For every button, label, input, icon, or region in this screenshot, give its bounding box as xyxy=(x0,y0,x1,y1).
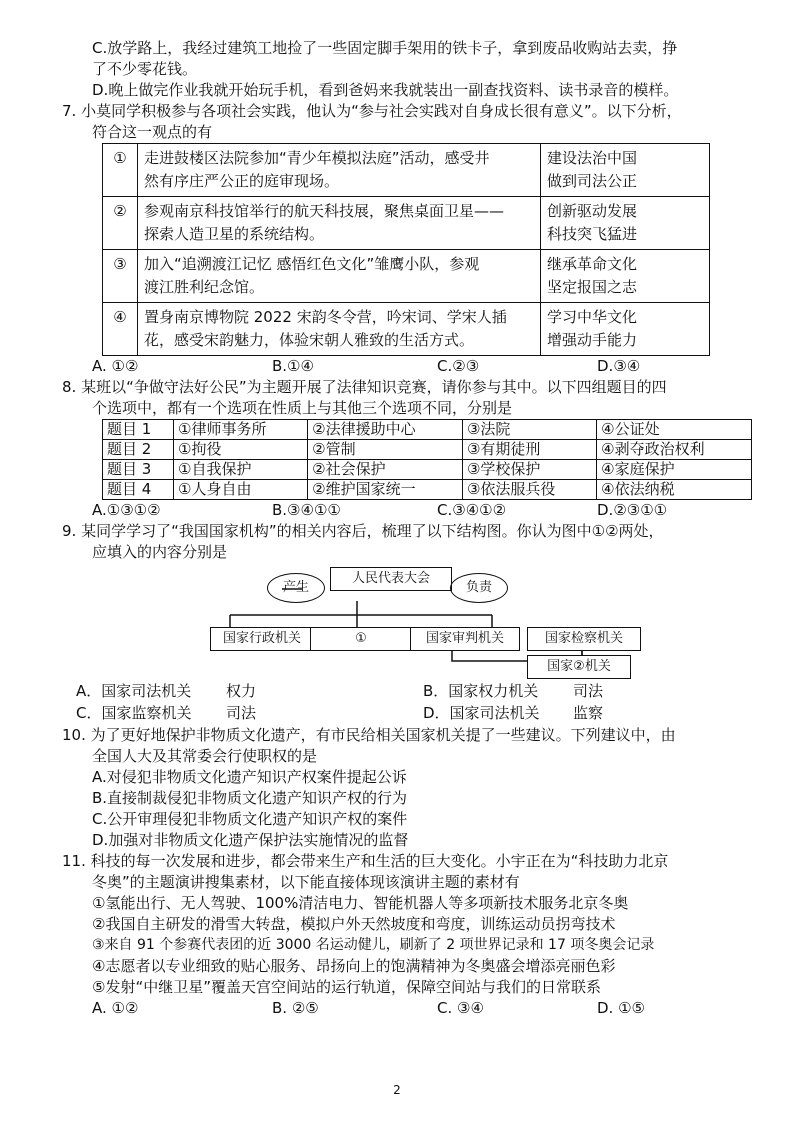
q9-option-d-label: D．国家司法机关 xyxy=(423,704,540,722)
q8-row xyxy=(103,480,752,500)
q10-option-b: B.直接制裁侵犯非物质文化遗产知识产权的行为 xyxy=(92,789,408,807)
q8-row xyxy=(103,460,752,480)
q11-stem-line1: 11. 科技的每一次发展和进步，都会带来生产和生活的巨大变化。小宇正在为“科技助力北京 xyxy=(62,852,669,870)
q8-row-cell: ②维护国家统一 xyxy=(308,480,463,500)
q7-row-activity xyxy=(138,197,541,250)
q8-row-cell: ④家庭保护 xyxy=(597,460,752,480)
q10-stem-line1: 10. 为了更好地保护非物质文化遗产，有市民给相关国家机关提了一些建议。下列建议中，由 xyxy=(62,726,676,744)
q8-row-cell: ②管制 xyxy=(308,440,463,460)
q11-statement-5: ⑤发射“中继卫星”覆盖天宫空间站的运行轨道，保障空间站与我们的日常联系 xyxy=(92,978,601,996)
q8-row-cell: ①拘役 xyxy=(174,440,308,460)
q8-option-d: D.②③①① xyxy=(597,501,668,519)
q11-option-d: D. ①⑤ xyxy=(597,999,645,1017)
q7-option-a: A. ①② xyxy=(92,357,139,375)
q11-option-c: C. ③④ xyxy=(437,999,484,1017)
q9-option-a-label: A．国家司法机关 xyxy=(76,682,192,700)
q8-row-cell: ④剥夺政治权利 xyxy=(597,440,752,460)
q7-row-meaning-line1: 创新驱动发展 xyxy=(547,202,638,220)
q11-statement-1: ①氢能出行、无人驾驶、100%清洁电力、智能机器人等多项新技术服务北京冬奥 xyxy=(92,894,629,912)
q8-row-cell: ④依法纳税 xyxy=(597,480,752,500)
q7-table xyxy=(102,143,710,356)
produce-oval: 产生 xyxy=(267,573,325,603)
q8-row-cell: ③法院 xyxy=(462,420,596,440)
q7-row-meaning-line1: 继承革命文化 xyxy=(547,255,638,273)
q7-row-activity-line1: 置身南京博物院 2022 宋韵冬令营，吟宋词、学宋人插 xyxy=(144,308,507,326)
administrative-organ-box: 国家行政机关 xyxy=(210,627,314,651)
q9-options-row1 xyxy=(62,681,752,703)
q8-row-header: 题目 4 xyxy=(103,480,174,500)
q8-row-cell: ②社会保护 xyxy=(308,460,463,480)
q11-options xyxy=(62,998,752,1019)
q9-option-b-label: B．国家权力机关 xyxy=(423,682,539,700)
q10-stem-line2: 全国人大及其常委会行使职权的是 xyxy=(92,747,318,765)
q7-row-activity-line2: 然有序庄严公正的庭审现场。 xyxy=(144,172,340,190)
q7-option-d: D.③④ xyxy=(597,357,641,375)
q7-row-activity-line1: 加入“追溯渡江记忆 感悟红色文化”雏鹰小队，参观 xyxy=(144,255,480,273)
blank-2-organ-box: 国家②机关 xyxy=(527,655,631,679)
q7-row-activity-line1: 走进鼓楼区法院参加“青少年模拟法庭”活动，感受井 xyxy=(144,149,490,167)
q8-stem-line2: 个选项中，都有一个选项在性质上与其他三个选项不同，分别是 xyxy=(92,399,513,417)
procuratorial-organ-box: 国家检察机关 xyxy=(527,627,641,651)
q8-row-cell: ①人身自由 xyxy=(174,480,308,500)
q7-row xyxy=(103,303,710,356)
q10-option-c: C.公开审理侵犯非物质文化遗产知识产权的案件 xyxy=(92,810,408,828)
q9-stem-line1: 9. 某同学学习了“我国国家机构”的相关内容后，梳理了以下结构图。你认为图中①②两处， xyxy=(62,522,664,540)
q6-option-c-line1: C.放学路上，我经过建筑工地捡了一些固定脚手架用的铁卡子，拿到废品收购站去卖，挣 xyxy=(92,39,678,57)
q7-row-number: ③ xyxy=(103,250,138,303)
q7-row-meaning-line2: 增强动手能力 xyxy=(547,331,638,349)
q7-row-meaning xyxy=(541,144,710,197)
q7-row-activity-line2: 花，感受宋韵魅力，体验宋朝人雅致的生活方式。 xyxy=(144,331,475,349)
blank-1-box: ① xyxy=(310,627,412,651)
q9-stem-line2: 应填入的内容分别是 xyxy=(92,543,228,561)
q9-option-d-value: 监察 xyxy=(573,704,604,722)
q11-stem-line2: 冬奥”的主题演讲搜集素材，以下能直接体现该演讲主题的素材有 xyxy=(92,873,520,891)
q8-options xyxy=(62,500,752,521)
q10-option-d: D.加强对非物质文化遗产保护法实施情况的监督 xyxy=(92,831,409,849)
q7-row-meaning xyxy=(541,197,710,250)
q7-row-meaning xyxy=(541,303,710,356)
q11-option-a: A. ①② xyxy=(92,999,139,1017)
q11-statement-2: ②我国自主研发的滑雪大转盘，模拟户外天然坡度和弯度，训练运动员拐弯技术 xyxy=(92,915,616,933)
q7-row-number: ② xyxy=(103,197,138,250)
q7-row-activity xyxy=(138,303,541,356)
q7-row-number: ④ xyxy=(103,303,138,356)
q7-option-c: C.②③ xyxy=(437,357,480,375)
q7-row-activity xyxy=(138,250,541,303)
q7-row xyxy=(103,144,710,197)
q8-row xyxy=(103,440,752,460)
q8-row-cell: ③依法服兵役 xyxy=(462,480,596,500)
q8-option-b: B.③④①① xyxy=(272,501,341,519)
q8-row-cell: ④公证处 xyxy=(597,420,752,440)
q8-row-header: 题目 3 xyxy=(103,460,174,480)
q7-stem-line2: 符合这一观点的有 xyxy=(92,123,213,141)
q10-option-a: A.对侵犯非物质文化遗产知识产权案件提起公诉 xyxy=(92,768,407,786)
q8-row-cell: ①自我保护 xyxy=(174,460,308,480)
q8-row-cell: ③有期徒刑 xyxy=(462,440,596,460)
q8-row xyxy=(103,420,752,440)
q9-option-c-value: 司法 xyxy=(226,704,257,722)
q9-option-a-value: 权力 xyxy=(226,682,257,700)
q8-row-header: 题目 2 xyxy=(103,440,174,460)
q8-row-cell: ①律师事务所 xyxy=(174,420,308,440)
q7-stem-line1: 7. 小莫同学积极参与各项社会实践，他认为“参与社会实践对自身成长很有意义”。以下分析， xyxy=(62,102,682,120)
q7-row-activity-line2: 探索人造卫星的系统结构。 xyxy=(144,225,325,243)
q7-row-meaning-line2: 科技突飞猛进 xyxy=(547,225,638,243)
q7-option-b: B.①④ xyxy=(272,357,314,375)
judicial-organ-box: 国家审判机关 xyxy=(410,627,520,651)
q11-statement-3: ③来自 91 个参赛代表团的近 3000 名运动健儿，刷新了 2 项世界记录和 17 项冬奥会记录 xyxy=(92,937,655,953)
q8-option-c: C.③④①② xyxy=(437,501,507,519)
exam-page xyxy=(62,38,752,1019)
q7-row xyxy=(103,197,710,250)
q7-row-meaning-line1: 建设法治中国 xyxy=(547,149,638,167)
q11-option-b: B. ②⑤ xyxy=(272,999,319,1017)
q9-structure-diagram xyxy=(62,563,752,681)
q8-row-cell: ③学校保护 xyxy=(462,460,596,480)
q7-row-activity-line2: 渡江胜利纪念馆。 xyxy=(144,278,265,296)
q9-option-c-label: C．国家监察机关 xyxy=(76,704,192,722)
q7-row-number: ① xyxy=(103,144,138,197)
q6-option-d: D.晚上做完作业我就开始玩手机，看到爸妈来我就装出一副查找资料、读书录音的模样。 xyxy=(92,81,679,99)
q7-row-meaning-line1: 学习中华文化 xyxy=(547,308,638,326)
q7-row-meaning xyxy=(541,250,710,303)
peoples-congress-box: 人民代表大会 xyxy=(330,567,452,591)
q7-row xyxy=(103,250,710,303)
q7-row-meaning-line2: 做到司法公正 xyxy=(547,172,638,190)
q7-row-activity-line1: 参观南京科技馆举行的航天科技展，聚焦桌面卫星—— xyxy=(144,202,505,220)
q8-option-a: A.①③①② xyxy=(92,501,161,519)
q9-option-b-value: 司法 xyxy=(573,682,604,700)
page-number: 2 xyxy=(393,1083,401,1097)
q8-stem-line1: 8. 某班以“争做守法好公民”为主题开展了法律知识竞赛，请你参与其中。以下四组题目的四 xyxy=(62,378,667,396)
q6-option-c-line2: 了不少零花钱。 xyxy=(92,60,198,78)
q11-statement-4: ④志愿者以专业细致的贴心服务、昂扬向上的饱满精神为冬奥盛会增添亮丽色彩 xyxy=(92,957,616,975)
q7-row-meaning-line2: 坚定报国之志 xyxy=(547,278,638,296)
q9-options-row2 xyxy=(62,703,752,725)
q8-row-cell: ②法律援助中心 xyxy=(308,420,463,440)
q8-table xyxy=(102,419,752,500)
q8-row-header: 题目 1 xyxy=(103,420,174,440)
q7-options xyxy=(62,356,752,377)
q7-row-activity xyxy=(138,144,541,197)
responsible-oval: 负责 xyxy=(450,573,508,603)
